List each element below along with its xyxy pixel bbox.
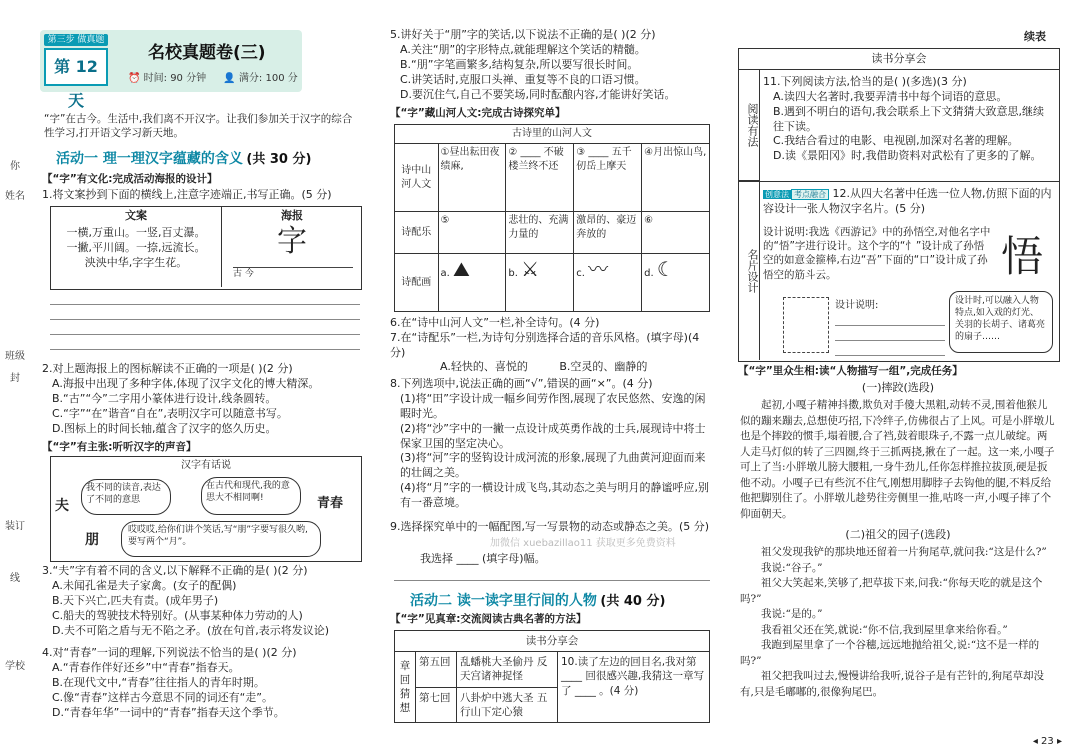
q11-option-b: B.遇到不明白的语句,我会联系上下文猜猜大致意思,继续往下读。 [773, 104, 1045, 133]
activity1-title: 活动一 理一理汉字蕴藏的含义 [56, 151, 243, 167]
passage2-para: 我跑到屋里拿了一个谷穗,远远地抛给祖父,说:“这不是一样的吗?” [740, 639, 1040, 667]
music-cell-1[interactable]: ⑤ [438, 212, 506, 254]
char-fu: 夫 [55, 498, 69, 514]
activity1-heading [56, 150, 311, 169]
question-7: 7.在“诗配乐”一栏,为诗句分别选择合适的音乐风格。(填字母)(4 分) [390, 331, 700, 359]
q11-option-a: A.读四大名著时,我要弄清书中每个词语的意思。 [773, 89, 1008, 103]
step-badge: 第三步 做真题 [44, 34, 108, 46]
passage2-para: 祖父把我叫过去,慢慢讲给我听,说谷子是有芒针的,狗尾草却没有,只是毛嘟嘟的,很像狗尾巴。 [740, 670, 1045, 698]
row-label-music: 诗配乐 [395, 212, 439, 254]
question-9: 9.选择探究单中的一幅配图,写一写景物的动态或静态之美。(5 分) [390, 520, 710, 533]
intro-text: “字”在古今。生活中,我们离不开汉字。让我们参加关于汉字的综合性学习,打开语文学习新天地。 [44, 113, 353, 140]
wu-char-art: 悟 [1001, 232, 1044, 281]
share-table-2-title: 读书分享会 [739, 49, 1059, 70]
speech-bubble-right: 在古代和现代,我的意思大不相同啊! [201, 477, 301, 515]
q8-item: (1)将“田”字设计成一幅乡间劳作图,展现了农民悠然、安逸的闲暇时光。 [400, 392, 706, 420]
q2-option-b: B.“古”“今”二字用小篆体进行设计,线条圆转。 [52, 391, 277, 405]
q5-option-c: C.讲笑话时,克服口头禅、重复等不良的口语习惯。 [400, 72, 646, 86]
q3-option-b: B.天下兴亡,匹夫有责。(成年男子) [52, 593, 219, 607]
page-number-value: 23 [1041, 735, 1054, 747]
score-label: 满分: 100 分 [238, 73, 298, 84]
day-label: 第 12 天 [44, 48, 108, 86]
q11-option-d: D.读《景阳冈》时,我借助资料对武松有了更多的了解。 [773, 149, 1042, 163]
share-table-1-title: 读书分享会 [395, 631, 710, 652]
q4-option-b: B.在现代文中,“青春”往往指人的青年时期。 [52, 675, 265, 689]
passage1-title: (一)摔跤(选段) [861, 381, 935, 394]
picture-cell-a[interactable] [438, 254, 506, 312]
q7-option-a: A.轻快的、喜悦的 [440, 360, 528, 373]
question-8: 8.下列选项中,说法正确的画“√”,错误的画“×”。(4 分) [390, 377, 653, 390]
copy-line: 一横,万重山。一竖,百丈瀑。 [66, 225, 206, 239]
time-label: 时间: 90 分钟 [143, 73, 207, 84]
card-image-slot[interactable] [783, 297, 829, 353]
question-2: 2.对上题海报上的图标解读不正确的一项是( )(2 分) [42, 362, 293, 375]
section-voice: 【“字”有主张:听听汉字的声音】 [42, 441, 197, 453]
section-poetry: 【“字”藏山河人文:完成古诗探究单】 [390, 107, 566, 119]
q4-option-d: D.“青春年华”一词中的“青春”指春天这个季节。 [52, 705, 285, 719]
watermark-text: 加微信 xuebazillao11 获取更多免费资料 [490, 538, 676, 549]
river-sketch-icon: 〰 [588, 257, 609, 281]
speech-bubble-bottom: 哎哎哎,给你们讲个笑话,写“朋”字要写很久哟,要写两个“月”。 [121, 521, 321, 557]
share-table-1 [394, 630, 710, 723]
verse-cell-2[interactable]: ② ____ 不破楼兰终不还 [506, 144, 574, 212]
speech-bubble-left: 我不同的读音,表达了不同的意思 [81, 479, 171, 515]
answer-lines-q1[interactable] [50, 290, 360, 350]
margin-seal-label: 封 [10, 373, 20, 384]
char-qingchun: 青春 [317, 496, 344, 511]
poster-art-panel [223, 207, 361, 287]
margin-top-label: 你 [10, 161, 20, 172]
q2-options [42, 377, 362, 436]
copy-line: 泱泱中华,字字生花。 [84, 255, 188, 269]
picture-cell-b[interactable] [506, 254, 574, 312]
q7-option-b: B.空灵的、幽静的 [559, 360, 648, 373]
char-peng: 朋 [85, 532, 99, 548]
activity2-heading [410, 592, 665, 611]
comic-frame [50, 456, 362, 562]
passage2-para: 我说:“是的。” [761, 608, 823, 621]
passage2-para: 祖父发现我铲的那块地还留着一片狗尾草,就问我:“这是什么?” [761, 546, 1047, 558]
q8-items [390, 392, 712, 511]
verse-cell-1[interactable]: ①昼出耘田夜绩麻, [438, 144, 506, 212]
timeline-label: 古 今 [233, 269, 254, 279]
q3-option-a: A.未闻孔雀是夫子家禽。(女子的配偶) [52, 579, 237, 592]
tag-creative: 创意法 [765, 190, 789, 199]
share-side-label: 章回猜想 [395, 652, 416, 723]
poetry-table-title: 古诗里的山河人文 [395, 125, 710, 144]
q8-item: (2)将“沙”字中的一撇一点设计成英勇作战的士兵,展现诗中将士保家卫国的坚定决心。 [400, 421, 706, 450]
poster-frame [50, 206, 362, 290]
timeline-axis [233, 267, 353, 280]
music-cell-2: 悲壮的、充满力量的 [506, 212, 574, 254]
q2-option-a: A.海报中出现了多种字体,体现了汉字文化的博大精深。 [52, 377, 320, 390]
copy-line: 一撇,平川阔。一捺,远流长。 [66, 240, 206, 254]
q8-item: (3)将“河”字的竖钩设计成河流的形象,展现了九曲黄河迎面而来的壮阔之美。 [400, 451, 706, 480]
q4-option-c: C.像“青春”这样古今意思不同的词还有“走”。 [52, 690, 273, 704]
passage2-para: 祖父大笑起来,笑够了,把草拔下来,问我:“你每天吃的就是这个吗?” [740, 577, 1043, 605]
tag-fusion: 考点融合 [791, 189, 829, 200]
margin-seal-label-2: 装订 [5, 521, 25, 532]
page-title: 名校真题卷(三) [148, 43, 266, 63]
poster-zi-art: 字 [277, 223, 307, 259]
picture-cell-d[interactable] [642, 254, 710, 312]
q8-item: (4)将“月”字的一横设计成飞鸟,其动态之美与明月的静谧呼应,别有一番意境。 [400, 481, 709, 509]
section-culture: 【“字”有文化:完成活动海报的设计】 [42, 173, 218, 185]
q3-options [42, 579, 362, 638]
question-3: 3.“夫”字有着不同的含义,以下解释不正确的是( )(2 分) [42, 564, 308, 577]
passage2-para: 我看祖父还在笑,就说:“你不信,我到屋里拿来给你看。” [761, 623, 1008, 636]
q5-options [390, 43, 712, 102]
question-12 [763, 187, 1053, 217]
poetry-table [394, 124, 710, 312]
chapter-7-text: 八卦炉中逃大圣 五行山下定心猿 [457, 687, 558, 722]
q3-option-c: C.船夫的驾驶技术特别好。(从事某种体力劳动的人) [52, 608, 303, 622]
q5-option-d: D.要沉住气,自己不要笑场,同时酝酿内容,才能讲好笑话。 [400, 87, 676, 101]
verse-cell-3[interactable]: ③ ____ 五千仞岳上摩天 [574, 144, 642, 212]
question-12-stem: 12.从四大名著中任选一位人物,仿照下面的内容设计一张人物汉字名片。(5 分) [763, 187, 1052, 215]
q4-options [42, 661, 362, 720]
picture-label-a: a. [440, 268, 450, 279]
chapter-5-label: 第五回 [416, 652, 457, 687]
q12-description: 设计说明:我选《西游记》中的孙悟空,对他名字中的“悟”字进行设计。这个字的“忄”设计成了孙悟空的如意金箍棒,右边“吾”下面的“口”设计成了孙悟空的筋斗云。 [763, 226, 991, 281]
row-label-picture: 诗配画 [395, 254, 439, 312]
activity1-points: (共 30 分) [246, 152, 312, 167]
q11-option-c: C.我结合看过的电影、电视剧,加深对名著的理解。 [773, 134, 1019, 148]
picture-label-d: d. [644, 268, 654, 279]
question-11 [763, 75, 1053, 164]
music-cell-3: 激昂的、豪迈奔放的 [574, 212, 642, 254]
passage2-title: (二)祖父的园子(选段) [845, 528, 951, 541]
verse-cell-4[interactable]: ④月出惊山鸟, [642, 144, 710, 212]
section-characters: 【“字”里众生相:读“人物描写一组”,完成任务】 [738, 365, 963, 377]
clock-icon: ⏰ [128, 73, 141, 84]
card-desc-label: 设计说明: [835, 300, 879, 311]
moon-sketch-icon: ☾ [656, 257, 675, 281]
page-header [40, 30, 302, 110]
exam-meta [128, 72, 298, 86]
passage2-text [740, 545, 1056, 700]
poster-heading: 海报 [281, 209, 303, 222]
q7-options [440, 360, 710, 375]
question-6: 6.在“诗中山河人文”一栏,补全诗句。(4 分) [390, 316, 600, 329]
question-11-stem: 11.下列阅读方法,恰当的是( )(多选)(3 分) [763, 75, 967, 88]
next-arrow-icon: ▸ [1056, 735, 1062, 747]
card-desc-lines[interactable] [835, 311, 945, 356]
q2-option-d: D.图标上的时间长轴,蕴含了汉字的悠久历史。 [52, 421, 277, 435]
q9-choice[interactable]: 我选择 ____ (填字母)幅。 [420, 552, 546, 565]
margin-name-label: 姓名 [5, 191, 25, 202]
question-10[interactable]: 10.读了左边的回目名,我对第 ____ 回很感兴趣,我猜这一章写了 ____ 。(4 分) [558, 652, 710, 723]
row-label-verse: 诗中山河人文 [395, 144, 439, 212]
copy-panel [51, 207, 222, 287]
question-5: 5.讲好关于“朋”字的笑话,以下说法不正确的是( )(2 分) [390, 28, 656, 41]
margin-line-label: 线 [10, 573, 20, 584]
card-side-label: 名片设计 [739, 182, 760, 360]
copy-heading: 文案 [125, 209, 147, 222]
prev-arrow-icon: ◂ [1032, 735, 1038, 747]
music-cell-4[interactable]: ⑥ [642, 212, 710, 254]
landscape-sketch-icon: ⛰ [453, 257, 470, 281]
margin-class-label: 班级 [5, 351, 25, 362]
picture-cell-c[interactable] [574, 254, 642, 312]
share-table-2 [738, 48, 1060, 362]
picture-label-b: b. [508, 268, 518, 279]
question-4: 4.对“青春”一词的理解,下列说法不恰当的是( )(2 分) [42, 646, 297, 659]
activity2-points: (共 40 分) [600, 594, 666, 609]
user-icon: 👤 [223, 73, 236, 84]
activity2-title: 活动二 读一读字里行间的人物 [410, 593, 597, 609]
question-1: 1.将文案抄到下面的横线上,注意字迹端正,书写正确。(5 分) [42, 188, 332, 201]
passage1-text: 起初,小嘎子精神抖擞,欺负对手傻大黑粗,动转不灵,围着他猴儿似的蹦来蹦去,总想使巧招,下冷绊子,仿佛很占了上风。可是小胖墩儿也是个摔跤的惯手,塌着腰,合了裆,鼓着眼珠子,不露一点儿破绽。两人走马灯似的转了三四圈,终于三抓两挠,揪在了一起。这一来,小嘎子可上了当:小胖墩儿膀大腰粗,一身牛劲儿,任你怎样推拉拔顶,硬是扳他不动。小嘎子已有些沉不住气,刚想用脚脖子去钩他的腿,不料反给他把脚别住了。小胖墩儿趁势往旁侧里一推,咕咚一声,小嘎子摔了个仰面朝天。 [740, 399, 1055, 520]
method-side-label: 阅读有法 [739, 70, 760, 181]
section-classics: 【“字”见真章:交流阅读古典名著的方法】 [390, 613, 587, 625]
chapter-7-label: 第七回 [416, 687, 457, 722]
soldier-sketch-icon: ⚔ [521, 257, 540, 281]
picture-label-c: c. [576, 268, 585, 279]
q3-option-d: D.夫不可陷之盾与无不陷之矛。(放在句首,表示将发议论) [52, 623, 330, 637]
chapter-5-text: 乱蟠桃大圣偷丹 反天宫诸神捉怪 [457, 652, 558, 687]
q2-option-c: C.“字”“在”谐音“自在”,表明汉字可以随意书写。 [52, 406, 288, 420]
continued-label: 续表 [1024, 30, 1046, 43]
margin-school-label: 学校 [5, 661, 25, 672]
q5-option-a: A.关注“朋”的字形特点,就能理解这个笑话的精髓。 [400, 43, 646, 56]
q5-option-b: B.“朋”字笔画繁多,结构复杂,所以要写很长时间。 [400, 57, 639, 71]
comic-title: 汉字有话说 [181, 460, 231, 471]
divider [739, 181, 1059, 182]
q4-option-a: A.“青春作伴好还乡”中“青春”指春天。 [52, 661, 240, 674]
answer-lines-q9[interactable] [394, 566, 710, 581]
card-note-bubble: 设计时,可以融入人物特点,如入戏的灯光、关羽的长胡子、诸葛亮的扇子…… [949, 291, 1053, 353]
page-number [1033, 735, 1062, 749]
passage2-para: 我说:“谷子。” [761, 561, 823, 574]
